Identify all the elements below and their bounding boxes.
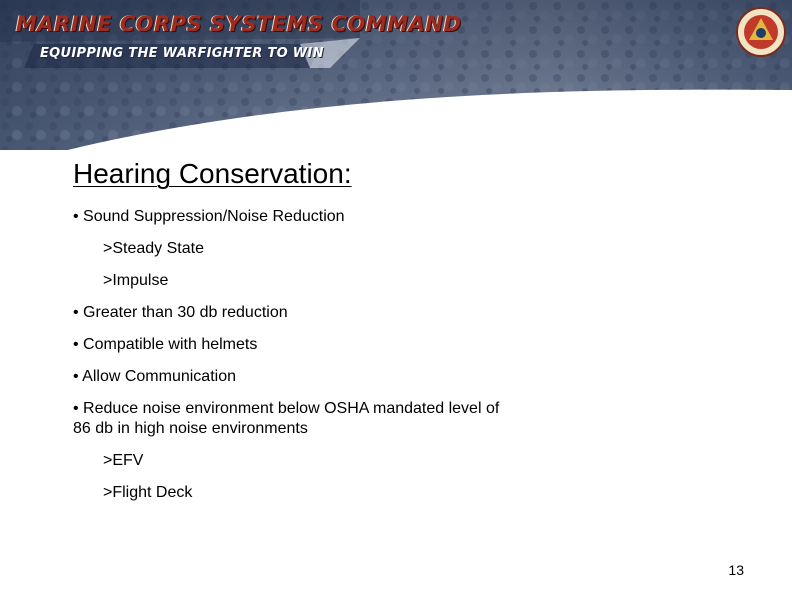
sub-bullet-steady-state: >Steady State: [103, 240, 204, 257]
marcorsyscom-seal-icon: [735, 6, 787, 58]
page-number: 13: [728, 562, 744, 578]
sub-bullet-impulse: >Impulse: [103, 272, 169, 289]
org-title: MARINE CORPS SYSTEMS COMMAND: [16, 12, 462, 36]
bullet-sound-suppression: • Sound Suppression/Noise Reduction: [73, 208, 345, 225]
bullet-communication: • Allow Communication: [73, 368, 236, 385]
slide-title: Hearing Conservation:: [73, 158, 352, 189]
bullet-db-reduction: • Greater than 30 db reduction: [73, 304, 288, 321]
bullet-helmet-compatibility: • Compatible with helmets: [73, 336, 258, 353]
org-tagline: EQUIPPING THE WARFIGHTER TO WIN: [40, 46, 324, 61]
sub-bullet-flight-deck: >Flight Deck: [103, 484, 193, 501]
sub-bullet-efv: >EFV: [103, 452, 144, 469]
bullet-noise-environment: • Reduce noise environment below OSHA mandated level of 86 db in high noise environments: [73, 400, 500, 437]
slide-content: [73, 157, 513, 515]
